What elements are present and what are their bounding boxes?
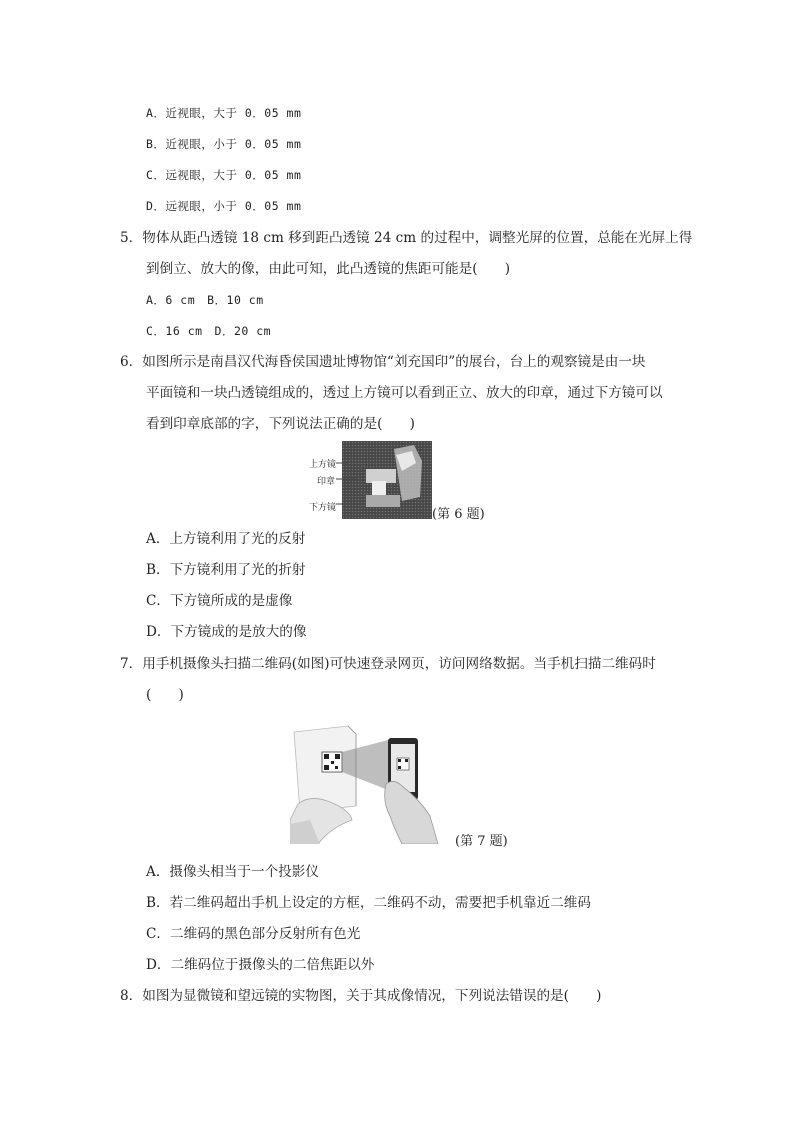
q4-option-c: C．远视眼，大于 0．05 mm [146, 168, 302, 182]
q7-figure-caption: (第 7 题) [455, 834, 508, 849]
q7-stem-line2: ( ) [146, 687, 184, 703]
q7-option-d: D．二维码位于摄像头的二倍焦距以外 [146, 957, 375, 973]
q5-options-cd: C．16 cm D．20 cm [146, 324, 272, 338]
q7-qr-scan-figure [290, 724, 450, 844]
q6-label-seal: 印章 [317, 477, 336, 487]
q4-option-b: B．近视眼，小于 0．05 mm [146, 137, 302, 151]
q6-label-upper-mirror: 上方镜 [309, 460, 337, 470]
q4-option-a: A．近视眼，大于 0．05 mm [146, 106, 302, 120]
q6-option-d: D．下方镜成的是放大的像 [146, 624, 307, 640]
q5-stem-line2: 到倒立、放大的像，由此可知，此凸透镜的焦距可能是( ) [146, 261, 511, 277]
q6-stem-line1: 6．如图所示是南昌汉代海昏侯国遗址博物馆“刘充国印”的展台，台上的观察镜是由一块 [120, 354, 646, 370]
q5-options-ab: A．6 cm B．10 cm [146, 293, 264, 307]
q6-option-a: A．上方镜利用了光的反射 [146, 531, 306, 547]
q8-stem-line1: 8．如图为显微镜和望远镜的实物图，关于其成像情况，下列说法错误的是( ) [120, 988, 602, 1004]
q7-option-b: B．若二维码超出手机上设定的方框，二维码不动，需要把手机靠近二维码 [146, 895, 591, 911]
q6-figure-caption: (第 6 题) [432, 507, 485, 522]
q6-option-b: B．下方镜利用了光的折射 [146, 562, 306, 578]
q6-label-lower-mirror: 下方镜 [309, 503, 337, 513]
q7-option-c: C．二维码的黑色部分反射所有色光 [146, 926, 361, 942]
q6-display-figure [336, 441, 432, 519]
q7-option-a: A．摄像头相当于一个投影仪 [146, 864, 319, 880]
q4-option-d: D．远视眼，小于 0．05 mm [146, 199, 302, 213]
q6-option-c: C．下方镜所成的是虚像 [146, 593, 293, 609]
q7-stem-line1: 7．用手机摄像头扫描二维码(如图)可快速登录网页，访问网络数据。当手机扫描二维码时 [120, 656, 656, 672]
q6-stem-line3: 看到印章底部的字，下列说法正确的是( ) [146, 416, 415, 432]
q5-stem-line1: 5．物体从距凸透镜 18 cm 移到距凸透镜 24 cm 的过程中，调整光屏的位置，总能在光屏上得 [120, 230, 693, 246]
q6-stem-line2: 平面镜和一块凸透镜组成的，透过上方镜可以看到正立、放大的印章，通过下方镜可以 [146, 385, 663, 401]
